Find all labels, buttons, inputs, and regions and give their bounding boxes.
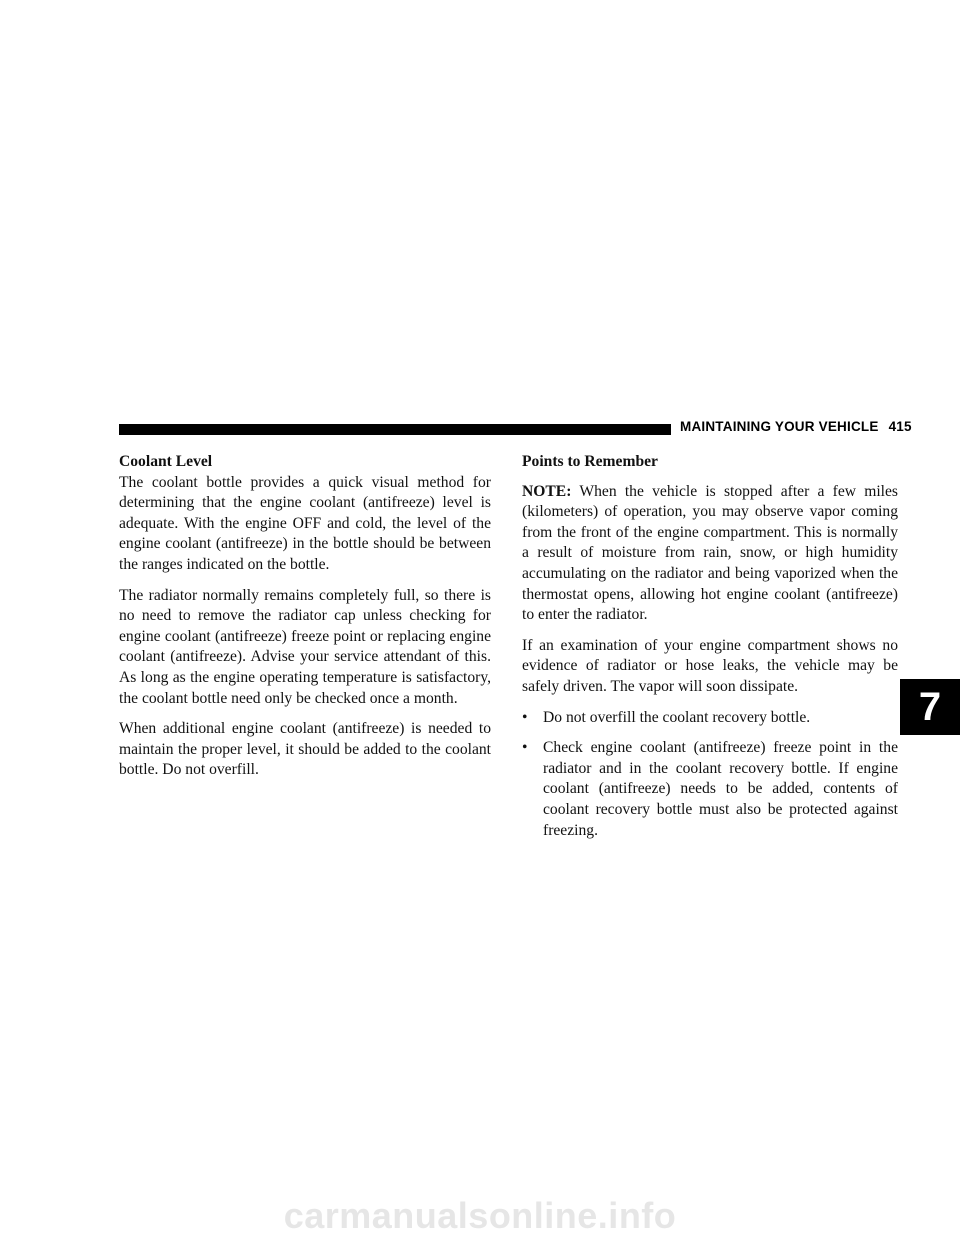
- paragraph: The radiator normally remains completely full, so there is no need to remove the radiator cap unless checking for engine coolant (antifreeze) freeze point or replacing engine coolant (antifreeze). Advise your service attendant of this. As long as the engine operating temperature is satisfactory, the coolant bottle need only be checked once a month.: [119, 586, 491, 707]
- section-title: MAINTAINING YOUR VEHICLE: [680, 419, 879, 434]
- watermark: carmanualsonline.info: [283, 1195, 677, 1236]
- paragraph: When additional engine coolant (antifreeze) is needed to maintain the proper level, it should be added to the coolant bottle. Do not overfill.: [119, 720, 491, 779]
- section-heading-points-to-remember: Points to Remember: [522, 453, 658, 470]
- bullet-icon: •: [522, 708, 528, 726]
- left-column: [119, 452, 491, 791]
- section-heading-coolant-level: Coolant Level: [119, 453, 213, 470]
- bullet-list: [522, 708, 898, 842]
- chapter-tab: 7: [900, 679, 960, 735]
- note-paragraph: [522, 482, 898, 626]
- paragraph: The coolant bottle provides a quick visual method for determining that the engine coolant (antifreeze) level is adequate. With the engine OFF and cold, the level of the engine coolant (antifreeze) in the bottle should be between the ranges indicated on the bottle.: [119, 473, 491, 573]
- paragraph: If an examination of your engine compartment shows no evidence of radiator or hose leaks, the vehicle may be safely driven. The vapor will soon dissipate.: [522, 636, 898, 695]
- right-column: [522, 452, 898, 851]
- note-text: When the vehicle is stopped after a few miles (kilometers) of operation, you may observe vapor coming from the front of the engine compartment. This is normally a result of moisture from rain, snow, or high humidity accumulating on the radiator and being vaporized when the thermostat opens, allowing hot engine coolant (antifreeze) to enter the radiator.: [522, 482, 898, 624]
- list-item-text: Do not overfill the coolant recovery bottle.: [543, 708, 811, 726]
- list-item-text: Check engine coolant (antifreeze) freeze point in the radiator and in the coolant recovery bottle. If engine coolant (antifreeze) needs to be added, contents of coolant recovery bottle must also be protected against freezing.: [543, 739, 898, 839]
- list-item: [522, 738, 898, 841]
- list-item: [522, 708, 898, 729]
- header-rule: [119, 424, 671, 435]
- note-label: NOTE:: [522, 482, 572, 500]
- page-number: 415: [888, 419, 912, 434]
- bullet-icon: •: [522, 739, 528, 757]
- running-header: [680, 419, 912, 434]
